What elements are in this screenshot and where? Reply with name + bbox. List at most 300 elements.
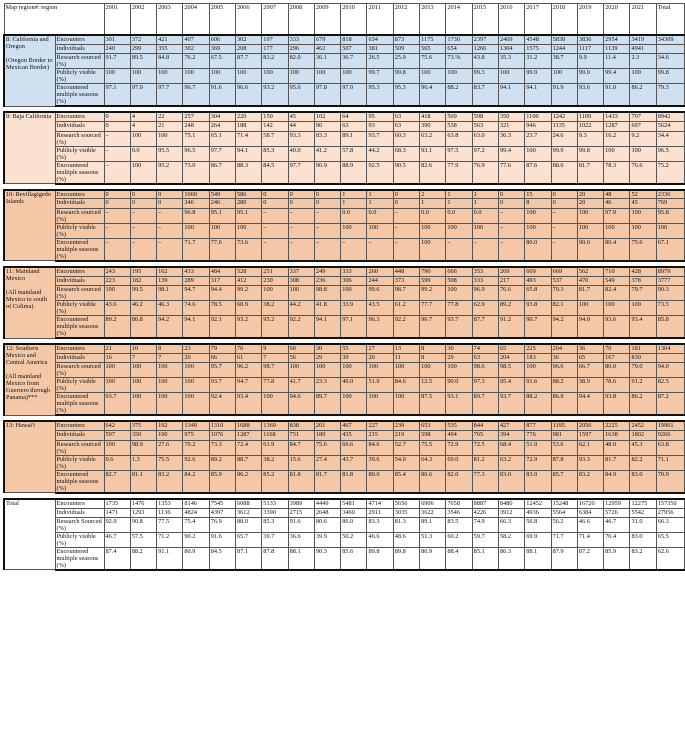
value-cell: 36: [551, 354, 577, 363]
value-cell: 100: [341, 286, 367, 301]
value-cell: 100: [104, 363, 130, 378]
value-cell: 98.8: [314, 286, 340, 301]
value-cell: –: [551, 223, 577, 238]
value-cell: 97.0: [130, 84, 156, 107]
value-cell: 76.6: [630, 161, 656, 184]
value-cell: 87.8: [262, 547, 288, 570]
value-cell: 99.6: [367, 286, 393, 301]
value-cell: 6906: [420, 499, 446, 508]
value-cell: 378: [630, 276, 656, 285]
value-cell: 75.5: [157, 455, 183, 470]
value-cell: 217: [498, 276, 524, 285]
value-cell: 99.9: [525, 69, 551, 84]
value-cell: 48.6: [393, 532, 419, 547]
value-cell: 6088: [236, 499, 262, 508]
value-cell: 63: [393, 112, 419, 121]
value-cell: 46.7: [604, 517, 630, 532]
table-row: [4, 146, 684, 161]
value-cell: 64.3: [420, 455, 446, 470]
value-cell: 1597: [577, 431, 603, 440]
value-cell: 78.5: [209, 301, 235, 316]
value-cell: 79: [209, 344, 235, 353]
value-cell: 72.9: [525, 455, 551, 470]
total-cell: 99.8: [656, 69, 684, 84]
value-cell: 150: [262, 112, 288, 121]
value-cell: 81.8: [288, 470, 314, 493]
value-cell: 0: [104, 122, 130, 131]
value-cell: 88.2: [551, 378, 577, 393]
value-cell: 1022: [577, 122, 603, 131]
value-cell: –: [104, 238, 130, 261]
value-cell: –: [498, 238, 524, 261]
value-cell: 30: [446, 344, 472, 353]
value-cell: 31.2: [525, 54, 551, 69]
value-cell: –: [104, 131, 130, 146]
value-cell: 244: [367, 276, 393, 285]
value-cell: 93.4: [236, 393, 262, 416]
total-header: Total: [656, 4, 684, 36]
value-cell: 64: [341, 112, 367, 121]
region-label: Total: [4, 499, 55, 570]
value-cell: 90.2: [183, 532, 209, 547]
value-cell: 269: [498, 267, 524, 276]
value-cell: 100: [157, 393, 183, 416]
value-cell: 100: [288, 69, 314, 84]
value-cell: 100: [130, 69, 156, 84]
value-cell: –: [393, 208, 419, 223]
value-cell: –: [104, 208, 130, 223]
table-row: [4, 301, 684, 316]
value-cell: 55: [341, 344, 367, 353]
value-cell: 23.7: [525, 131, 551, 146]
value-cell: 6384: [577, 508, 603, 517]
value-cell: 350: [498, 112, 524, 121]
value-cell: 85.1: [472, 547, 498, 570]
value-cell: 16.2: [604, 131, 630, 146]
value-cell: 3419: [630, 35, 656, 44]
value-cell: 679: [314, 35, 340, 44]
value-cell: 70.3: [551, 286, 577, 301]
value-cell: 65: [498, 344, 524, 353]
value-cell: 83.3: [314, 131, 340, 146]
value-cell: 95.7: [209, 363, 235, 378]
value-cell: 77.3: [472, 470, 498, 493]
metric-label: Research sourced (%): [55, 440, 104, 455]
value-cell: 86.0: [341, 517, 367, 532]
value-cell: 80.4: [604, 238, 630, 261]
value-cell: 99.4: [604, 69, 630, 84]
value-cell: 0.6: [104, 455, 130, 470]
value-cell: 83.5: [446, 517, 472, 532]
table-row: [4, 393, 684, 416]
table-row: [4, 267, 684, 276]
total-cell: 3777: [656, 276, 684, 285]
value-cell: 100: [262, 393, 288, 416]
value-cell: 180: [314, 431, 340, 440]
value-cell: 84.6: [393, 378, 419, 393]
metric-label: Research Sourced (%): [55, 517, 104, 532]
value-cell: 428: [630, 267, 656, 276]
value-cell: 23.3: [314, 378, 340, 393]
value-cell: 0: [130, 190, 156, 199]
value-cell: 353: [472, 267, 498, 276]
value-cell: 66: [209, 354, 235, 363]
value-cell: 51.9: [367, 378, 393, 393]
value-cell: 77.5: [157, 517, 183, 532]
value-cell: 1175: [420, 35, 446, 44]
total-cell: 157350: [656, 499, 684, 508]
value-cell: 73.%: [446, 54, 472, 69]
value-cell: 493: [525, 276, 551, 285]
value-cell: 26.5: [367, 54, 393, 69]
value-cell: 87.6: [525, 161, 551, 184]
value-cell: 93.3: [288, 131, 314, 146]
value-cell: 63.8: [446, 131, 472, 146]
value-cell: 0: [498, 199, 524, 208]
value-cell: 96: [314, 122, 340, 131]
value-cell: 43.6: [104, 301, 130, 316]
value-cell: 100: [209, 223, 235, 238]
value-cell: 76.2: [183, 54, 209, 69]
value-cell: 83.2: [630, 547, 656, 570]
value-cell: 93.2: [236, 316, 262, 339]
total-cell: 87.2: [656, 393, 684, 416]
value-cell: 162: [157, 267, 183, 276]
value-cell: 51.3: [420, 532, 446, 547]
value-cell: 192: [157, 421, 183, 430]
table-row: [4, 199, 684, 208]
total-cell: 769: [656, 199, 684, 208]
value-cell: 1266: [472, 44, 498, 53]
value-cell: 4397: [209, 508, 235, 517]
value-cell: 73.0: [183, 161, 209, 184]
value-cell: 549: [209, 190, 235, 199]
value-cell: 1: [472, 190, 498, 199]
value-cell: 95.6: [288, 84, 314, 107]
value-cell: 598: [472, 112, 498, 121]
value-cell: 1060: [183, 190, 209, 199]
value-cell: 844: [472, 421, 498, 430]
value-cell: 86.2: [630, 84, 656, 107]
value-cell: 61.9: [262, 440, 288, 455]
value-cell: 74: [472, 344, 498, 353]
value-cell: 100: [130, 131, 156, 146]
value-cell: 790: [420, 267, 446, 276]
value-cell: 0.0: [341, 208, 367, 223]
table-row: [4, 431, 684, 440]
table-row: [4, 69, 684, 84]
value-cell: 93: [367, 122, 393, 131]
value-cell: 75.5: [420, 440, 446, 455]
value-cell: 11.4: [604, 54, 630, 69]
value-cell: 93.7: [209, 378, 235, 393]
value-cell: 51.9: [525, 440, 551, 455]
value-cell: 63.0: [472, 131, 498, 146]
value-cell: 97.8: [314, 84, 340, 107]
metric-label: Individuals: [55, 276, 104, 285]
value-cell: 2954: [604, 35, 630, 44]
metric-label: Individuals: [55, 44, 104, 53]
value-cell: 94.4: [209, 286, 235, 301]
value-cell: 2.3: [630, 54, 656, 69]
value-cell: 94.7: [183, 286, 209, 301]
value-cell: 100: [341, 223, 367, 238]
value-cell: 0: [288, 199, 314, 208]
value-cell: 72.4: [236, 440, 262, 455]
value-cell: 946: [525, 122, 551, 131]
value-cell: 1638: [604, 431, 630, 440]
value-cell: 1802: [630, 431, 656, 440]
value-cell: 52.7: [393, 440, 419, 455]
value-cell: 84.5: [209, 547, 235, 570]
value-cell: 96.9: [314, 161, 340, 184]
value-cell: 412: [236, 276, 262, 285]
value-cell: 90.0: [446, 378, 472, 393]
value-cell: 86.2: [236, 470, 262, 493]
value-cell: 470: [577, 276, 603, 285]
value-cell: 99.0: [577, 69, 603, 84]
value-cell: 89.7: [472, 393, 498, 416]
year-header: 2003: [157, 4, 183, 36]
value-cell: 96.9: [472, 286, 498, 301]
value-cell: 93.7: [498, 393, 524, 416]
value-cell: 204: [498, 354, 524, 363]
value-cell: 535: [446, 421, 472, 430]
value-cell: 4714: [367, 499, 393, 508]
metric-label: Encountered multiple seasons (%): [55, 316, 104, 339]
value-cell: –: [288, 238, 314, 261]
value-cell: 81.1: [130, 470, 156, 493]
value-cell: 46.2: [130, 301, 156, 316]
value-cell: 72.9: [446, 440, 472, 455]
value-cell: 100: [446, 363, 472, 378]
value-cell: 1195: [551, 421, 577, 430]
year-header: 2007: [262, 4, 288, 36]
value-cell: 68.9: [236, 301, 262, 316]
value-cell: 45: [288, 112, 314, 121]
value-cell: 87.4: [104, 547, 130, 570]
value-cell: 240: [104, 44, 130, 53]
value-cell: 46: [604, 199, 630, 208]
value-cell: 0: [498, 190, 524, 199]
value-cell: 29: [314, 354, 340, 363]
value-cell: 74.6: [183, 301, 209, 316]
year-header: 2019: [577, 4, 603, 36]
value-cell: 1349: [183, 421, 209, 430]
metric-label: Publicly visible (%): [55, 69, 104, 84]
year-header: 2006: [236, 4, 262, 36]
value-cell: 79.0: [630, 363, 656, 378]
value-cell: 220: [236, 112, 262, 121]
value-cell: 1135: [551, 122, 577, 131]
value-cell: 100: [472, 223, 498, 238]
value-cell: 8: [157, 344, 183, 353]
value-cell: 85.3: [262, 517, 288, 532]
value-cell: 75.6: [314, 440, 340, 455]
value-cell: 100: [130, 378, 156, 393]
value-cell: 92.1: [209, 316, 235, 339]
value-cell: 0: [551, 199, 577, 208]
value-cell: 66.6: [341, 440, 367, 455]
metric-label: Encounters: [55, 267, 104, 276]
value-cell: 2648: [314, 508, 340, 517]
value-cell: 95.3: [393, 84, 419, 107]
value-cell: 22: [157, 112, 183, 121]
table-row: [4, 532, 684, 547]
value-cell: 1476: [130, 499, 156, 508]
value-cell: 92.2: [288, 316, 314, 339]
header-corner: Map region#: region: [4, 4, 104, 36]
value-cell: 97.5: [446, 146, 472, 161]
total-cell: 82.5: [656, 378, 684, 393]
value-cell: 355: [157, 44, 183, 53]
total-cell: 9266: [656, 431, 684, 440]
value-cell: 66.3: [498, 517, 524, 532]
value-cell: 93.7: [367, 131, 393, 146]
value-cell: 84.6: [367, 440, 393, 455]
value-cell: 100: [604, 146, 630, 161]
value-cell: 223: [104, 276, 130, 285]
value-cell: 264: [209, 122, 235, 131]
value-cell: 56.2: [551, 517, 577, 532]
value-cell: 80.6: [314, 517, 340, 532]
metric-label: Encountered multiple seasons (%): [55, 547, 104, 570]
value-cell: 3989: [288, 499, 314, 508]
value-cell: 606: [209, 35, 235, 44]
value-cell: 5542: [630, 508, 656, 517]
region-label: 11: Mainland Mexico (All mainland Mexico to south of Colima): [4, 267, 55, 338]
total-cell: 5624: [656, 122, 684, 131]
value-cell: 71.7: [551, 532, 577, 547]
value-cell: 100: [367, 393, 393, 416]
value-cell: 100: [314, 69, 340, 84]
value-cell: 195: [130, 267, 156, 276]
value-cell: 100: [262, 69, 288, 84]
value-cell: 92.4: [209, 393, 235, 416]
year-header: 2011: [367, 4, 393, 36]
total-cell: 34309: [656, 35, 684, 44]
metric-label: Research sourced (%): [55, 54, 104, 69]
value-cell: 100: [183, 363, 209, 378]
value-cell: 62.1: [577, 440, 603, 455]
total-cell: 65.5: [656, 532, 684, 547]
value-cell: 100: [104, 286, 130, 301]
metric-label: Encounters: [55, 35, 104, 44]
value-cell: 12275: [630, 499, 656, 508]
value-cell: 9.9: [577, 54, 603, 69]
value-cell: 80.6: [420, 470, 446, 493]
value-cell: 2469: [498, 35, 524, 44]
value-cell: 435: [341, 431, 367, 440]
value-cell: 1735: [104, 499, 130, 508]
metric-label: Encountered multiple seasons (%): [55, 393, 104, 416]
value-cell: 84.2: [183, 470, 209, 493]
value-cell: 346: [183, 199, 209, 208]
value-cell: 381: [367, 44, 393, 53]
value-cell: 63: [472, 354, 498, 363]
value-cell: 0: [551, 190, 577, 199]
total-cell: 2336: [656, 190, 684, 199]
value-cell: 15248: [551, 499, 577, 508]
value-cell: 598: [420, 431, 446, 440]
value-cell: 92.5: [367, 161, 393, 184]
value-cell: 4824: [183, 508, 209, 517]
value-cell: 975: [183, 431, 209, 440]
value-cell: 599: [420, 276, 446, 285]
value-cell: 710: [604, 267, 630, 276]
value-cell: –: [314, 208, 340, 223]
value-cell: 77.6: [209, 238, 235, 261]
value-cell: –: [551, 238, 577, 261]
value-cell: 100: [183, 69, 209, 84]
value-cell: 81.3: [393, 517, 419, 532]
table-row: [4, 35, 684, 44]
value-cell: 91.1: [157, 547, 183, 570]
value-cell: 333: [288, 35, 314, 44]
value-cell: 83.0: [630, 470, 656, 493]
metric-label: Individuals: [55, 354, 104, 363]
value-cell: 86.7: [209, 161, 235, 184]
value-cell: 58.7: [262, 131, 288, 146]
table-row: [4, 354, 684, 363]
value-cell: 289: [183, 276, 209, 285]
value-cell: 8480: [498, 499, 524, 508]
value-cell: 87.7: [472, 316, 498, 339]
value-cell: 100: [130, 363, 156, 378]
value-cell: 81.8: [341, 470, 367, 493]
value-cell: 71.7: [183, 238, 209, 261]
year-header: 2012: [393, 4, 419, 36]
value-cell: –: [104, 146, 130, 161]
value-cell: 100: [130, 393, 156, 416]
table-row: [4, 54, 684, 69]
value-cell: 99.3: [472, 69, 498, 84]
value-cell: 92.2: [393, 316, 419, 339]
value-cell: 97.1: [104, 84, 130, 107]
value-cell: 84.8: [157, 54, 183, 69]
value-cell: 59.7: [472, 532, 498, 547]
value-cell: 1117: [577, 44, 603, 53]
value-cell: 776: [525, 431, 551, 440]
value-cell: 89.7: [314, 393, 340, 416]
value-cell: 7658: [446, 499, 472, 508]
value-cell: 1688: [236, 421, 262, 430]
value-cell: 94.6: [288, 393, 314, 416]
value-cell: 54.0: [393, 455, 419, 470]
value-cell: 306: [341, 276, 367, 285]
value-cell: 97.7: [209, 146, 235, 161]
value-cell: 84.5: [262, 161, 288, 184]
table-row: [4, 190, 684, 199]
table-row: [4, 286, 684, 301]
value-cell: 40.0: [288, 146, 314, 161]
value-cell: 76.6: [498, 286, 524, 301]
value-cell: 100: [604, 223, 630, 238]
value-cell: 86.8: [130, 316, 156, 339]
value-cell: 96.2: [236, 363, 262, 378]
value-cell: –: [262, 238, 288, 261]
table-row: [4, 508, 684, 517]
value-cell: 99.4: [498, 146, 524, 161]
value-cell: 60: [288, 344, 314, 353]
value-cell: –: [288, 208, 314, 223]
value-cell: 93.7: [104, 393, 130, 416]
value-cell: 5726: [604, 508, 630, 517]
value-cell: 563: [472, 122, 498, 131]
total-cell: 27956: [656, 508, 684, 517]
total-cell: 19961: [656, 421, 684, 430]
value-cell: 83.2: [157, 470, 183, 493]
